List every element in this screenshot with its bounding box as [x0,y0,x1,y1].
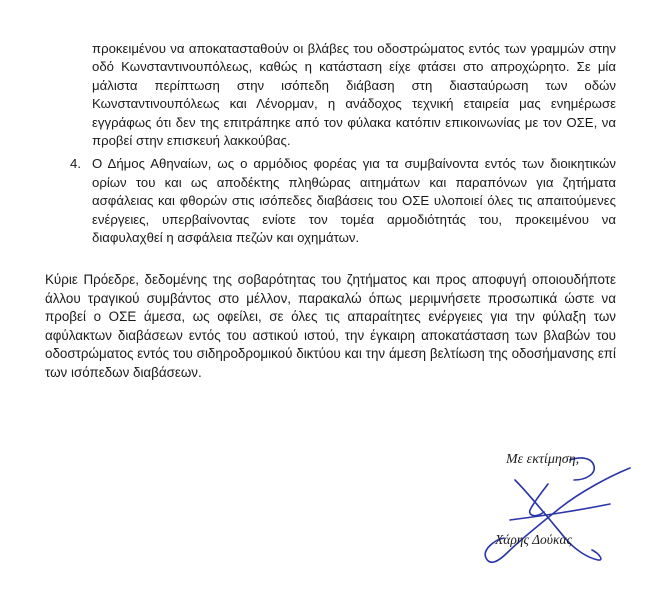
list-item-text: προκειμένου να αποκατασταθούν οι βλάβες του οδοστρώματος εντός των γραμμών στην οδό Κωνσταντινουπόλεως, καθώς η κατάσταση είχε φτάσει στο απροχώρητο. Σε μία μάλιστα περίπτωση στην ισόπεδη διάβαση στη διασταύρωση των οδών Κωνσταντινουπόλεως και Λένορμαν, η ανάδοχος τεχνική εταιρεία μας ενημέρωσε εγγράφως ότι δεν της επιτράπηκε από τον φύλακα κατόπιν επικοινωνίας με τον ΟΣΕ, να προβεί στην επισκευή λακκούβας. [92,41,616,149]
list-item-continuation [92,40,616,150]
list-item-text: Ο Δήμος Αθηναίων, ως ο αρμόδιος φορέας για τα συμβαίνοντα εντός των διοικητικών ορίων του και ως αποδέκτης πληθώρας αιτημάτων και παραπόνων για ζητήματα ασφάλειας και φθορών στις ισόπεδες διαβάσεις του ΟΣΕ υλοποιεί όλες τις απαιτούμενες ενέργειες, υπερβαίνοντας ενίοτε τον τομέα αρμοδιότητάς του, προκειμένου να διαφυλαχθεί η ασφάλεια πεζών και οχημάτων. [92,156,616,246]
list-item-number: 4. [70,156,81,172]
signature-stroke [485,468,630,562]
list-item-4 [70,155,616,247]
closing-paragraph: Κύριε Πρόεδρε, δεδομένης της σοβαρότητας του ζητήματος και προς αποφυγή οποιουδήποτε άλλου τραγικού συμβάντος στο μέλλον, παρακαλώ όπως μεριμνήσετε προσωπικά ώστε να προβεί ο ΟΣΕ άμεσα, ως οφείλει, σε όλες τις απαραίτητες ενέργειες για την φύλαξη των αφύλακτων διαβάσεων εντός του αστικού ιστού, την έγκαιρη αποκατάσταση των βλαβών του οδοστρώματος εντός του σιδηροδρομικού δικτύου και την άμεση βελτίωση της οδοσήμανσης επί των ισόπεδων διαβάσεων. [45,272,616,380]
signature-stroke [515,480,601,560]
numbered-list [70,40,616,247]
closing-phrase: Με εκτίμηση, [506,452,580,467]
signature-stroke [510,504,610,520]
signer-name: Χάρης Δούκας [495,532,573,547]
signature-block [470,440,640,580]
